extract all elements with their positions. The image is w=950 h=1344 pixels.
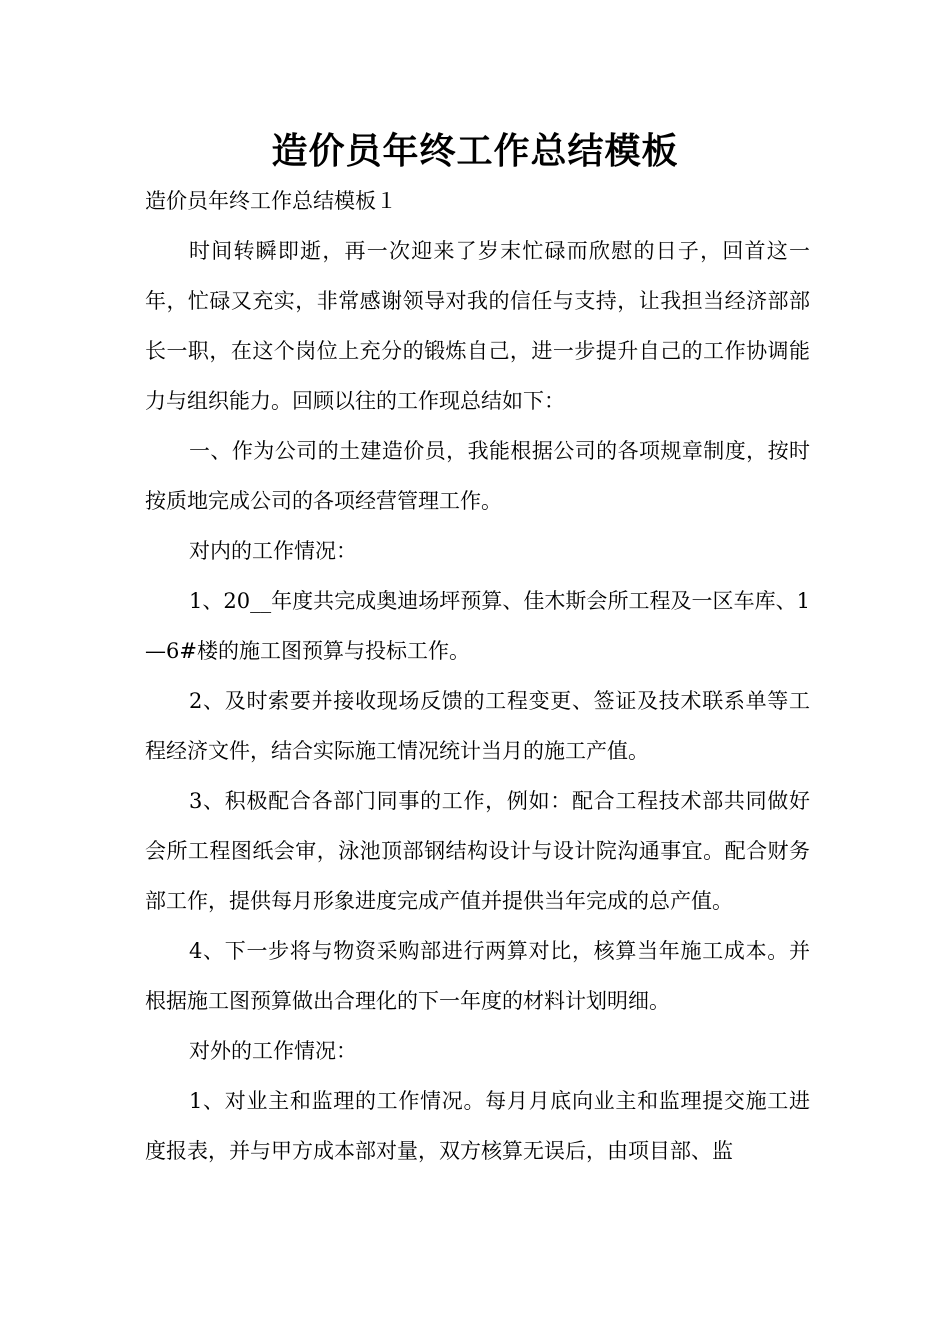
paragraph-internal-heading: 对内的工作情况： <box>189 539 357 563</box>
paragraph-internal-item-2: 2、及时索要并接收现场反馈的工程变更、签证及技术联系单等工程经济文件，结合实际施工情况统计当月的施工产值。 <box>145 689 810 763</box>
paragraph-internal-item-1: 1、20__年度共完成奥迪场坪预算、佳木斯会所工程及一区车库、1—6#楼的施工图预算与投标工作。 <box>145 589 810 663</box>
paragraph-section-one: 一、作为公司的土建造价员，我能根据公司的各项规章制度，按时按质地完成公司的各项经营管理工作。 <box>145 439 810 513</box>
paragraph-external-heading: 对外的工作情况： <box>189 1039 357 1063</box>
document-subtitle: 造价员年终工作总结模板１ <box>145 189 397 213</box>
document-title: 造价员年终工作总结模板 <box>271 131 679 172</box>
paragraph-internal-item-3: 3、积极配合各部门同事的工作，例如：配合工程技术部共同做好会所工程图纸会审，泳池顶部钢结构设计与设计院沟通事宜。配合财务部工作，提供每月形象进度完成产值并提供当年完成的总产值。 <box>145 789 810 913</box>
document-body <box>145 176 810 1176</box>
paragraph-external-item-1: 1、对业主和监理的工作情况。每月月底向业主和监理提交施工进度报表，并与甲方成本部对量，双方核算无误后，由项目部、监 <box>145 1089 810 1163</box>
paragraph-internal-item-4: 4、下一步将与物资采购部进行两算对比，核算当年施工成本。并根据施工图预算做出合理化的下一年度的材料计划明细。 <box>145 939 810 1013</box>
paragraph-intro: 时间转瞬即逝，再一次迎来了岁末忙碌而欣慰的日子，回首这一年，忙碌又充实，非常感谢领导对我的信任与支持，让我担当经济部部长一职，在这个岗位上充分的锻炼自己，进一步提升自己的工作协调能力与组织能力。回顾以往的工作现总结如下： <box>145 239 810 413</box>
